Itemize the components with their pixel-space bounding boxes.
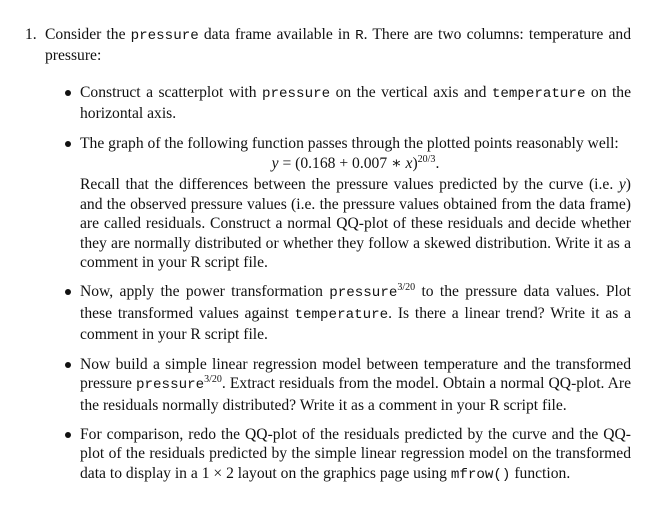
equation-period: . xyxy=(435,155,440,173)
task-text: Now build a simple linear regression model between temperature and the transformed pressure xyxy=(80,355,631,393)
code-pressure: pressure xyxy=(262,85,331,102)
variable-y: y xyxy=(618,176,626,194)
exponent: 3/20 xyxy=(204,373,222,385)
bullet-icon xyxy=(65,289,71,295)
intro-text: data frame available in xyxy=(198,26,356,43)
task-linear-regression xyxy=(80,355,631,415)
residuals-paragraph xyxy=(80,175,631,272)
code-temperature: temperature xyxy=(294,306,389,323)
equation-lhs: y xyxy=(271,155,279,173)
equation-exponent: 20/3 xyxy=(417,153,436,165)
task-text: Construct a scatterplot with xyxy=(80,83,262,101)
exponent: 3/20 xyxy=(397,282,416,294)
intro-text: Consider the xyxy=(45,26,131,43)
task-text: For comparison, redo the QQ-plot of the residuals predicted by the curve and the QQ-plot of the residuals predicted by the simple linear regression model on the transformed data to display in a 1 × 2 layout on the graphics page using xyxy=(80,425,631,482)
question-1 xyxy=(25,25,631,495)
task-text: ) and the observed pressure values (i.e. the pressure values obtained from the data frame) are called residuals. Construct a normal QQ-plot of these residuals and decide whether they are normally distributed or whether they follow a skewed distribution. Write it as a comment in your R script file. xyxy=(80,176,631,272)
task-text: to the pressure data values. Plot these transformed values against xyxy=(80,283,631,322)
bullet-icon xyxy=(65,432,71,438)
code-mfrow: mfrow() xyxy=(450,466,511,483)
code-pressure: pressure xyxy=(136,377,205,394)
equation xyxy=(80,154,631,173)
question-body xyxy=(45,25,631,495)
bullet-icon xyxy=(65,141,71,147)
bullet-icon xyxy=(65,90,71,96)
bullet-icon xyxy=(65,362,71,368)
task-text: on the vertical axis and xyxy=(330,83,492,101)
task-text: The graph of the following function passes through the plotted points reasonably well: xyxy=(80,134,619,152)
task-text: Now, apply the power transformation xyxy=(80,283,330,301)
code-pressure: pressure xyxy=(329,285,398,302)
task-curve-residuals xyxy=(80,134,631,273)
task-text: on the horizontal axis. xyxy=(80,83,631,123)
code-temperature: temperature xyxy=(491,85,586,102)
question-intro xyxy=(45,25,631,66)
equation-paren: ) xyxy=(412,155,418,173)
task-comparison xyxy=(80,425,631,485)
code-pressure: pressure xyxy=(130,28,199,44)
task-text: Recall that the differences between the pressure values predicted by the curve (i.e. xyxy=(80,176,619,194)
equation-var: x xyxy=(405,155,413,173)
intro-text: . There are two columns: temperature and pressure: xyxy=(45,26,631,65)
task-text: . Extract residuals from the model. Obtain a normal QQ-plot. Are the residuals normally distributed? Write it as a comment in your R script file. xyxy=(80,375,631,414)
task-text: . Is there a linear trend? Write it as a comment in your R script file. xyxy=(80,304,631,344)
task-scatterplot xyxy=(80,83,631,124)
task-list xyxy=(45,83,631,485)
equation-rhs: = (0.168 + 0.007 ∗ xyxy=(278,155,406,173)
task-text: function. xyxy=(510,464,571,482)
code-r: R xyxy=(355,28,364,44)
question-number: 1. xyxy=(25,26,37,43)
task-power-transform xyxy=(80,282,631,344)
